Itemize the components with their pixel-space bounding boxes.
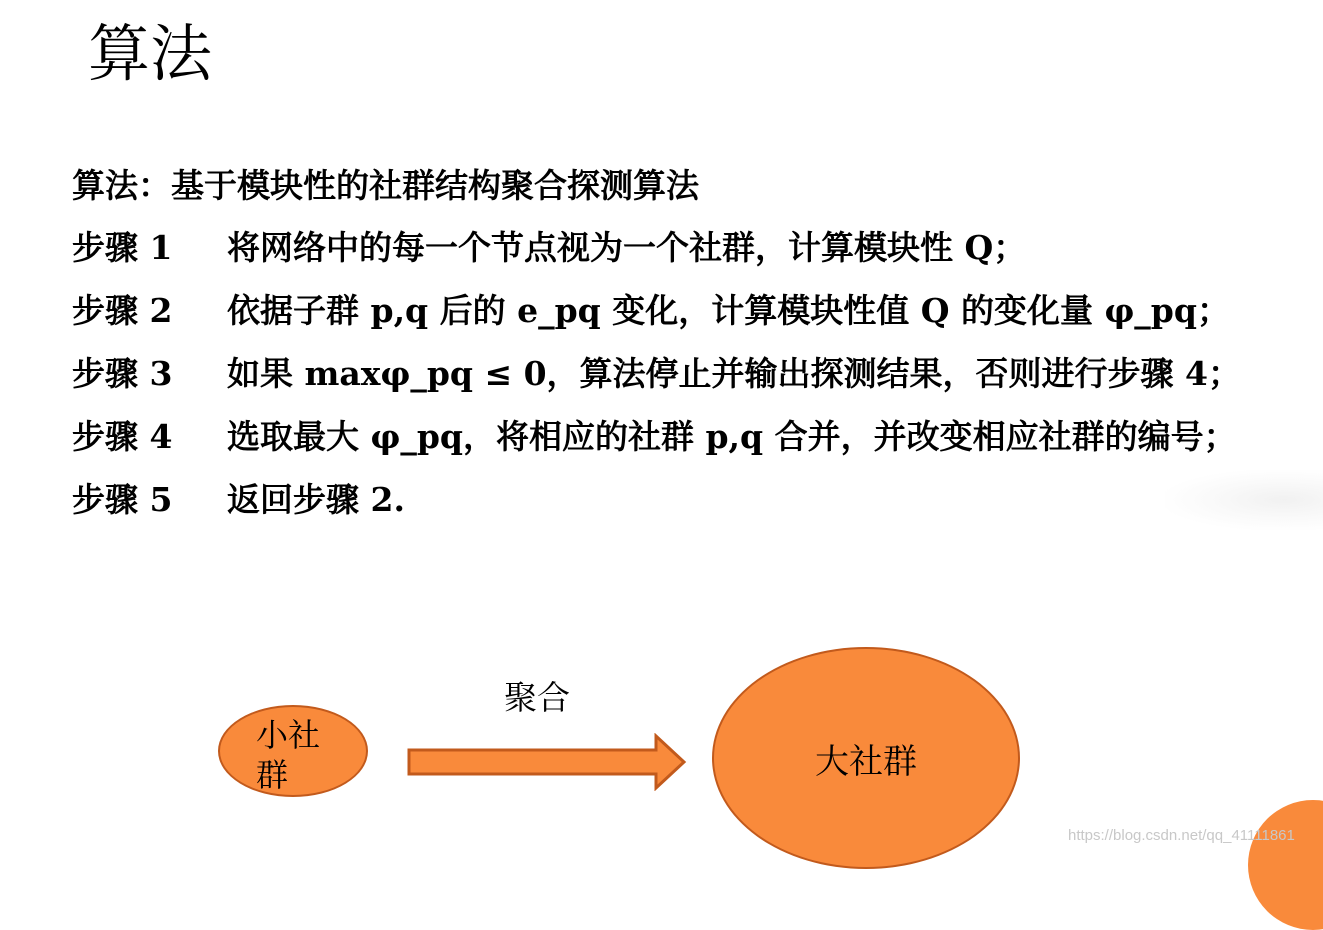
step-row bbox=[72, 348, 1323, 411]
step-text: 选取最大 φ_pq，将相应的社群 p,q 合并，并改变相应社群的编号； bbox=[227, 417, 1237, 456]
step-row bbox=[72, 222, 1323, 285]
arrow-shape bbox=[409, 736, 684, 788]
step-label: 步骤 5 bbox=[72, 480, 173, 519]
corner-decoration bbox=[1248, 800, 1323, 930]
algorithm-header: 算法：基于模块性的社群结构聚合探测算法 bbox=[72, 166, 699, 205]
large-community-node bbox=[712, 647, 1020, 869]
step-text: 依据子群 p,q 后的 e_pq 变化，计算模块性值 Q 的变化量 φ_pq； bbox=[227, 291, 1230, 330]
slide-title: 算法 bbox=[88, 17, 213, 90]
aggregate-label: 聚合 bbox=[504, 678, 570, 717]
step-text: 返回步骤 2. bbox=[227, 480, 405, 519]
small-community-node bbox=[218, 705, 368, 797]
step-row bbox=[72, 285, 1323, 348]
step-text: 如果 maxφ_pq ≤ 0，算法停止并输出探测结果，否则进行步骤 4； bbox=[227, 354, 1242, 393]
small-community-label: 小社群 bbox=[256, 716, 321, 794]
step-label: 步骤 4 bbox=[72, 417, 173, 456]
watermark: https://blog.csdn.net/qq_41111861 bbox=[1068, 827, 1295, 844]
large-community-label: 大社群 bbox=[815, 741, 917, 782]
right-arrow-icon bbox=[406, 733, 688, 791]
algorithm-box bbox=[72, 160, 1323, 537]
step-row bbox=[72, 474, 1323, 537]
step-label: 步骤 2 bbox=[72, 291, 173, 330]
scan-artifact bbox=[1165, 470, 1323, 530]
step-row bbox=[72, 411, 1323, 474]
step-label: 步骤 1 bbox=[72, 228, 173, 267]
step-label: 步骤 3 bbox=[72, 354, 173, 393]
step-text: 将网络中的每一个节点视为一个社群，计算模块性 Q； bbox=[227, 228, 1027, 267]
